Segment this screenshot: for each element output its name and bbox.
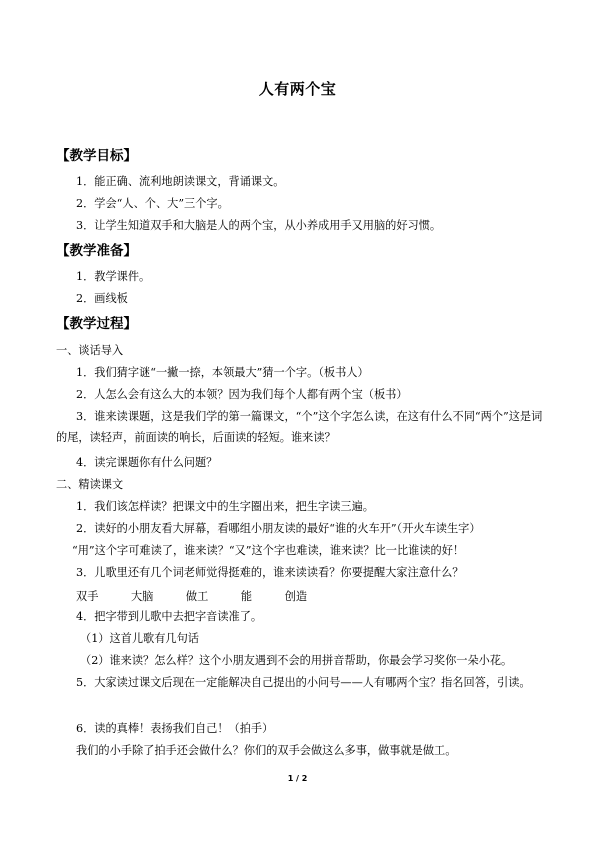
document-title: 人有两个宝 [258, 80, 337, 98]
process-subitem: （1）这首儿歌有几句话 [80, 632, 199, 645]
process-item: 4．把字带到儿歌中去把字音读准了。 [76, 610, 263, 623]
section-heading-prep: 【教学准备】 [56, 243, 137, 259]
vocabulary-word: 双手 [76, 590, 99, 603]
vocabulary-word: 创造 [284, 590, 308, 603]
vocabulary-row [76, 588, 336, 604]
goal-item: 2．学会“人、个、大”三个字。 [76, 197, 229, 210]
process-subitem: （2）谁来读？怎么样？这个小朋友遇到不会的用拼音帮助，你最会学习奖你一朵小花。 [80, 654, 513, 667]
goal-item: 3．让学生知道双手和大脑是人的两个宝，从小养成用手又用脑的好习惯。 [76, 219, 442, 232]
prep-item: 1．教学课件。 [76, 270, 151, 283]
process-item: 2．人怎么会有这么大的本领？因为我们每个人都有两个宝（板书） [76, 388, 408, 401]
process-item: 3．儿歌里还有几个词老师觉得挺难的，谁来读读看？你要提醒大家注意什么？ [76, 566, 464, 579]
process-item: 3．谁来读课题，这是我们学的第一篇课文，“个”这个字怎么读，在这有什么不同“两个”这是词的尾，读轻声，前面读的响长，后面读的轻短。谁来读？ [56, 410, 543, 444]
vocabulary-word: 能 [240, 590, 253, 603]
process-item: 1．我们猜字谜“一撇一捺，本领最大”猜一个字。（板书人） [76, 366, 369, 379]
process-part-heading: 一、谈话导入 [56, 344, 124, 357]
process-item: 4．读完课题你有什么问题？ [76, 456, 218, 469]
process-item: “用”这个字可难读了，谁来读？“又”这个字也难读，谁来读？比一比谁读的好！ [72, 544, 465, 557]
prep-item: 2．画线板 [76, 292, 128, 305]
section-heading-goals: 【教学目标】 [56, 148, 137, 164]
process-item: 1．我们该怎样读？把课文中的生字圈出来，把生字读三遍。 [76, 500, 374, 513]
process-item: 2．读好的小朋友看大屏幕，看哪组小朋友读的最好“谁的火车开”（开火车读生字） [76, 522, 481, 535]
goal-item: 1．能正确、流利地朗读课文，背诵课文。 [76, 175, 285, 188]
process-item: 6．读的真棒！表扬我们自己！（拍手） [76, 722, 274, 735]
vocabulary-word: 大脑 [130, 590, 154, 603]
process-part-heading: 二、精读课文 [56, 478, 124, 491]
section-heading-process: 【教学过程】 [56, 316, 137, 332]
process-item: 5．大家读过课文后现在一定能解决自己提出的小问号——人有哪两个宝？指名回答，引读。 [76, 676, 531, 689]
process-item: 我们的小手除了拍手还会做什么？你们的双手会做这么多事，做事就是做工。 [76, 744, 457, 757]
page-number: 1 / 2 [287, 774, 308, 783]
vocabulary-word: 做工 [185, 590, 209, 603]
